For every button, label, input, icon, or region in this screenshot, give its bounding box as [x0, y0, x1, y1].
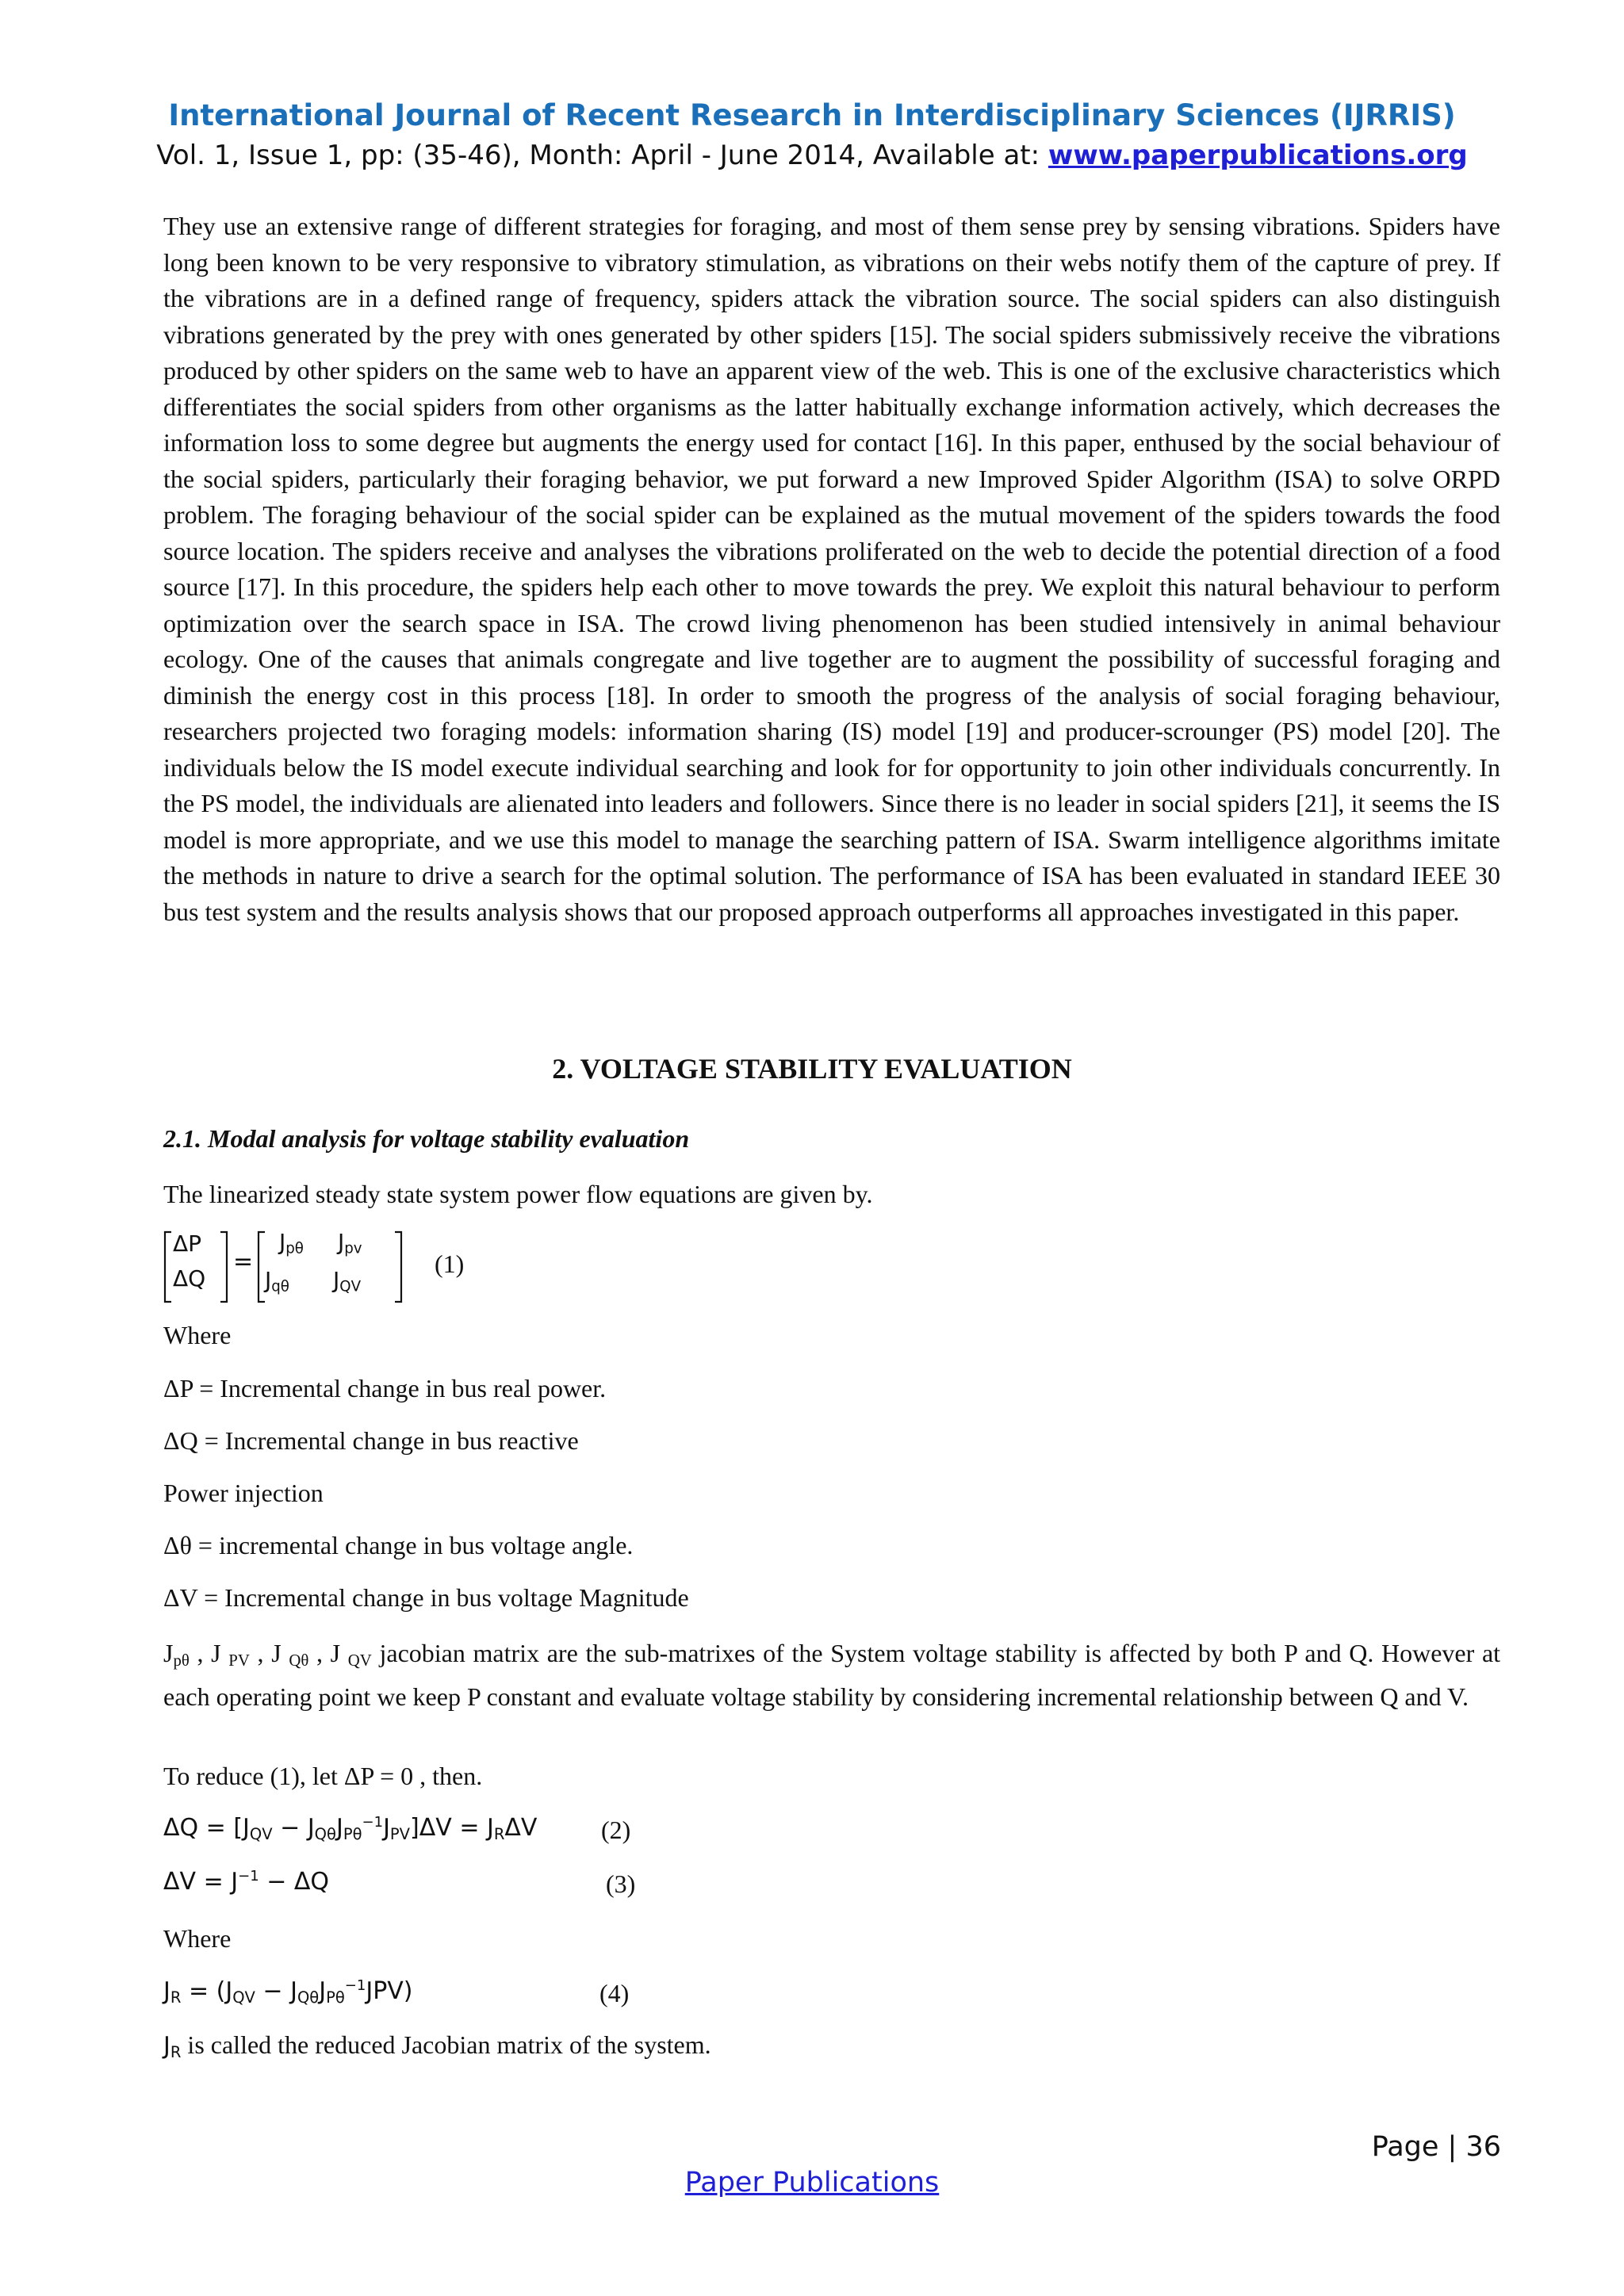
definition-dq-cont: Power injection	[163, 1479, 324, 1507]
matrix-a11: $J_{p\theta}$	[279, 1229, 304, 1257]
jacobian-symbols: $J_{p\theta}$ , J $_{PV}$ , J $_{Q\theta}$ , J $_{QV}$	[163, 1639, 372, 1670]
lhs-dp: ΔP	[173, 1230, 202, 1257]
equation-2: $\Delta Q = [J_{QV} - J_{Q\theta}J_{P\theta}^{-1}J_{PV}]\Delta V = J_R\Delta V$	[163, 1814, 538, 1843]
matrix-a21: $J_{q\theta}$	[265, 1267, 289, 1295]
equation-1	[163, 1227, 496, 1307]
definition-dtheta: Δθ = incremental change in bus voltage angle.	[163, 1531, 634, 1559]
page-number: Page | 36	[1371, 2131, 1501, 2163]
jr-symbol: $J_R$	[163, 2032, 182, 2061]
equation-4-number: (4)	[599, 1979, 630, 2007]
subsection-heading: 2.1. Modal analysis for voltage stability evaluation	[163, 1124, 690, 1153]
equation-2-number: (2)	[601, 1816, 631, 1844]
jacobian-text: jacobian matrix are the sub-matrixes of the System voltage stability is affected by both P and Q. However at each operating point we keep P constant and evaluate voltage stability by considering incremental relationship between Q and V.	[163, 1639, 1501, 1711]
equation-3-number: (3)	[606, 1869, 636, 1898]
lhs-dq: ΔQ	[173, 1265, 206, 1292]
definition-dp: ΔP = Incremental change in bus real power.	[163, 1374, 607, 1402]
matrix-a12: $J_{pv}$	[338, 1229, 362, 1257]
intro-paragraph: They use an extensive range of different strategies for foraging, and most of them sense prey by sensing vibrations. Spiders have long been known to be very responsive to vibratory stimulation, as vibrations on their webs notify them of the capture of prey. If the vibrations are in a defined range of frequency, spiders attack the vibration source. The social spiders can also distinguish vibrations generated by the prey with ones generated by other spiders [15]. The social spiders submissively receive the vibrations produced by other spiders on the same web to have an apparent view of the web. This is one of the exclusive characteristics which differentiates the social spiders from other organisms as the latter habitually exchange information actively, which decreases the information loss to some degree but augments the energy used for contact [16]. In this paper, enthused by the social behaviour of the social spiders, particularly their foraging behavior, we put forward a new Improved Spider Algorithm (ISA) to solve ORPD problem. The foraging behaviour of the social spider can be explained as the mutual movement of the spiders towards the food source location. The spiders receive and analyses the vibrations proliferated on the web to decide the potential direction of a food source [17]. In this procedure, the spiders help each other to move towards the prey. We exploit this natural behaviour to perform optimization over the search space in ISA. The crowd living phenomenon has been studied intensively in animal behaviour ecology. One of the causes that animals congregate and live together are to augment the possibility of successful foraging and diminish the energy cost in this process [18]. In order to smooth the progress of the analysis of social foraging behaviour, researchers projected two foraging models: information sharing (IS) model [19] and producer-scrounger (PS) model [20]. The individuals below the IS model execute individual searching and look for for opportunity to join other individuals concurrently. In the PS model, the individuals are alienated into leaders and followers. Since there is no leader in social spiders [21], it seems the IS model is more appropriate, and we use this model to manage the searching pattern of ISA. Swarm intelligence algorithms imitate the methods in nature to drive a search for the optimal solution. The performance of ISA has been evaluated in standard IEEE 30 bus test system and the results analysis shows that our proposed approach outperforms all approaches investigated in this paper.	[163, 212, 1500, 926]
equation-3: $\Delta V = J^{-1} - \Delta Q$	[163, 1868, 330, 1896]
reduced-jacobian-line	[163, 2030, 711, 2061]
issue-line	[0, 140, 1624, 171]
equation-4: $J_R = (J_{QV} - J_{Q\theta}J_{P\theta}^{-1}JPV)$	[163, 1977, 413, 2007]
definition-dv: ΔV = Incremental change in bus voltage Magnitude	[163, 1583, 689, 1612]
definition-dq: ΔQ = Incremental change in bus reactive	[163, 1426, 579, 1455]
section-heading: 2. VOLTAGE STABILITY EVALUATION	[552, 1053, 1072, 1085]
jr-text: is called the reduced Jacobian matrix of the system.	[187, 2030, 711, 2059]
jacobian-paragraph	[163, 1636, 1500, 1715]
journal-title: International Journal of Recent Research in Interdisciplinary Sciences (IJRRIS)	[168, 98, 1456, 132]
issue-info: Vol. 1, Issue 1, pp: (35-46), Month: April - June 2014, Available at:	[156, 140, 1048, 171]
website-link[interactable]: www.paperpublications.org	[1048, 140, 1468, 171]
matrix-a22: $J_{QV}$	[333, 1267, 362, 1295]
where-label: Where	[163, 1321, 232, 1349]
equals-sign: =	[233, 1248, 254, 1276]
equation-1-number: (1)	[435, 1249, 465, 1278]
reduce-line: To reduce (1), let ΔP = 0 , then.	[163, 1762, 483, 1790]
equations-intro: The linearized steady state system power flow equations are given by.	[163, 1180, 873, 1208]
publisher-link[interactable]: Paper Publications	[684, 2167, 940, 2198]
where-label-2: Where	[163, 1924, 232, 1953]
